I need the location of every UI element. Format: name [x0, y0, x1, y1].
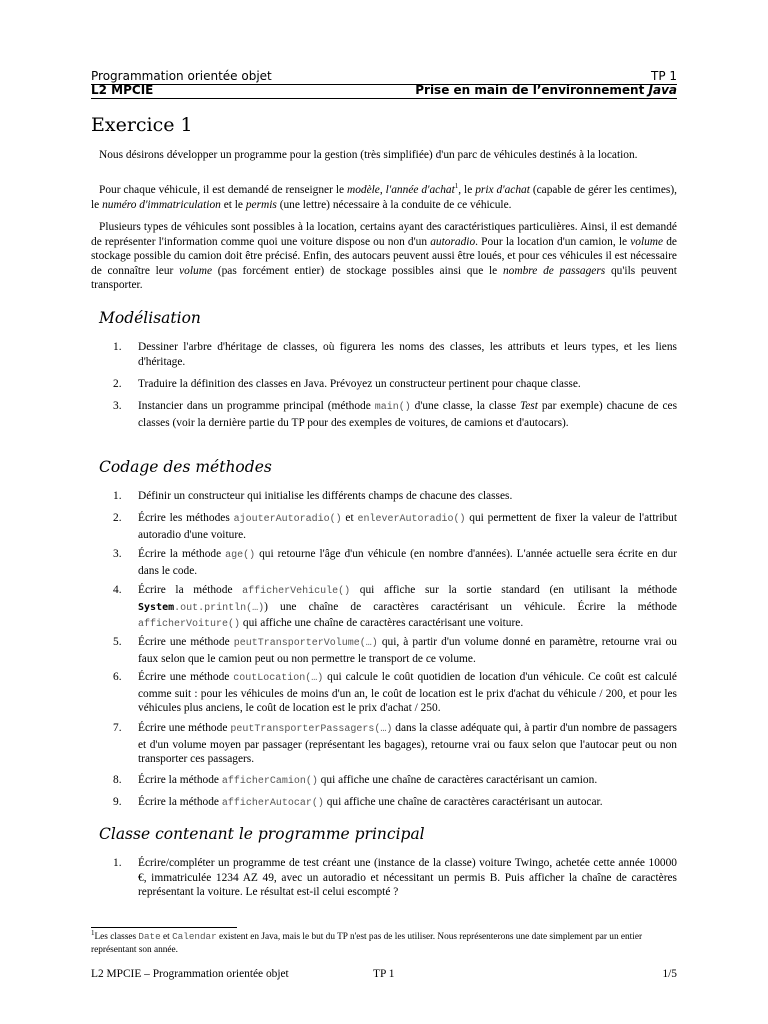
- header-rule-bottom: [91, 98, 677, 99]
- section-title-principal: Classe contenant le programme principal: [99, 825, 425, 843]
- footnote-ref: 1: [454, 182, 459, 191]
- list-item: 1. Définir un constructeur qui initialise les différents champs de chacune des classes.: [113, 490, 513, 502]
- header-course: Programmation orientée objet: [91, 69, 272, 83]
- list-item: 3. Écrire la méthode age() qui retourne l'âge d'un véhicule (en nombre d'années). L'année actuelle sera écrite en dur dans le code.: [113, 548, 677, 577]
- footer-center: TP 1: [373, 968, 395, 980]
- section-title-modelisation: Modélisation: [99, 309, 201, 327]
- intro-paragraph-2: Pour chaque véhicule, il est demandé de renseigner le modèle, l'année d'achat$^1$, le prix d'achat (capable de gérer les centimes), le numéro d'immatriculation et le permis (une lettre) nécessaire à la conduite de ce véhicule.: [91, 182, 677, 211]
- page-header: [91, 69, 677, 97]
- list-item: 7. Écrire une méthode peutTransporterPassagers(…) dans la classe adéquate qui, à partir d'un nombre de passagers et d'un volume moyen par passager (représentant les bagages), retourne vrai ou faux selon que l'autocar peut ou non transporter ces passagers.: [113, 722, 677, 766]
- footnote: $^1$Les classes Date et Calendar existent en Java, mais le but du TP n'est pas de les utiliser. Nous représenterons une date simplement par un entier représentant son année.: [91, 928, 643, 955]
- header-rule: [91, 84, 677, 85]
- footer-page-number: 1/5: [662, 968, 677, 980]
- list-item: 3. Instancier dans un programme principal (méthode main() d'une classe, la classe Test par exemple) chacune de ces classes (voir la dernière partie du TP pour des exemples de voitures, de camions et d'autocars).: [113, 400, 678, 429]
- list-item: 1. Écrire/compléter un programme de test créant une (instance de la classe) voiture Twingo, achetée cette année 10000 €, immatriculée 1234 AZ 49, avec un autoradio et nécessitant un permis B. Puis afficher la chaîne de caractères représentant la voiture. Le résultat est-il celui escompté ?: [113, 857, 677, 899]
- section-title-codage: Codage des méthodes: [99, 458, 272, 476]
- list-item: 6. Écrire une méthode coutLocation(…) qui calcule le coût quotidien de location d'un véhicule. Ce coût est calculé comme suit : pour les véhicules de moins d'un an, le coût de location est le prix d'achat du véhicule / 200, et pour les véhicules plus anciens, le coût de location est le prix d'achat / 250.: [113, 671, 677, 715]
- footer-left: L2 MPCIE – Programmation orientée objet: [91, 968, 289, 980]
- header-subtitle: Prise en main de l’environnement Java: [415, 83, 677, 97]
- list-item: 1. Dessiner l'arbre d'héritage de classes, où figurera les noms des classes, les attributs et leurs types, et les liens d'héritage.: [113, 341, 677, 368]
- list-item: 9. Écrire la méthode afficherAutocar() qui affiche une chaîne de caractères caractérisant un autocar.: [113, 796, 603, 809]
- list-item: 2. Écrire les méthodes ajouterAutoradio() et enleverAutoradio() qui permettent de fixer la valeur de l'attribut autoradio d'une voiture.: [113, 512, 678, 541]
- intro-paragraph-1: Nous désirons développer un programme pour la gestion (très simplifiée) d'un parc de véhicules destinés à la location.: [99, 149, 638, 161]
- list-item: 8. Écrire la méthode afficherCamion() qui affiche une chaîne de caractères caractérisant un camion.: [113, 774, 598, 787]
- header-level: L2 MPCIE: [91, 83, 154, 97]
- intro-paragraph-3: Plusieurs types de véhicules sont possibles à la location, certains ayant des caractéristiques particulières. Ainsi, il est demandé de représenter l'information comme quoi une voiture dispose ou non d'un autoradio. Pour la location d'un camion, le volume de stockage possible du camion doit être précisé. Enfin, des autocars peuvent aussi être loués, et pour ces véhicules il est nécessaire de connaître leur volume (pas forcément entier) de stockage possibles ainsi que le nombre de passagers qu'ils peuvent transporter.: [91, 221, 677, 292]
- footnote-rule: [91, 927, 237, 928]
- exercise-title: Exercice 1: [91, 114, 193, 136]
- list-item: 2. Traduire la définition des classes en Java. Prévoyez un constructeur pertinent pour chaque classe.: [113, 378, 581, 390]
- header-tp: TP 1: [650, 69, 677, 83]
- list-item: 5. Écrire une méthode peutTransporterVolume(…) qui, à partir d'un volume donné en paramètre, retourne vrai ou faux selon que le camion peut ou non permettre le transport de ce volume.: [113, 636, 677, 665]
- list-item: 4. Écrire la méthode afficherVehicule() qui affiche sur la sortie standard (en utilisant la méthode System.out.println(…)) une chaîne de caractères caractérisant un véhicule. Écrire la méthode afficherVoiture() qui affiche une chaîne de caractères caractérisant une voiture.: [113, 584, 678, 631]
